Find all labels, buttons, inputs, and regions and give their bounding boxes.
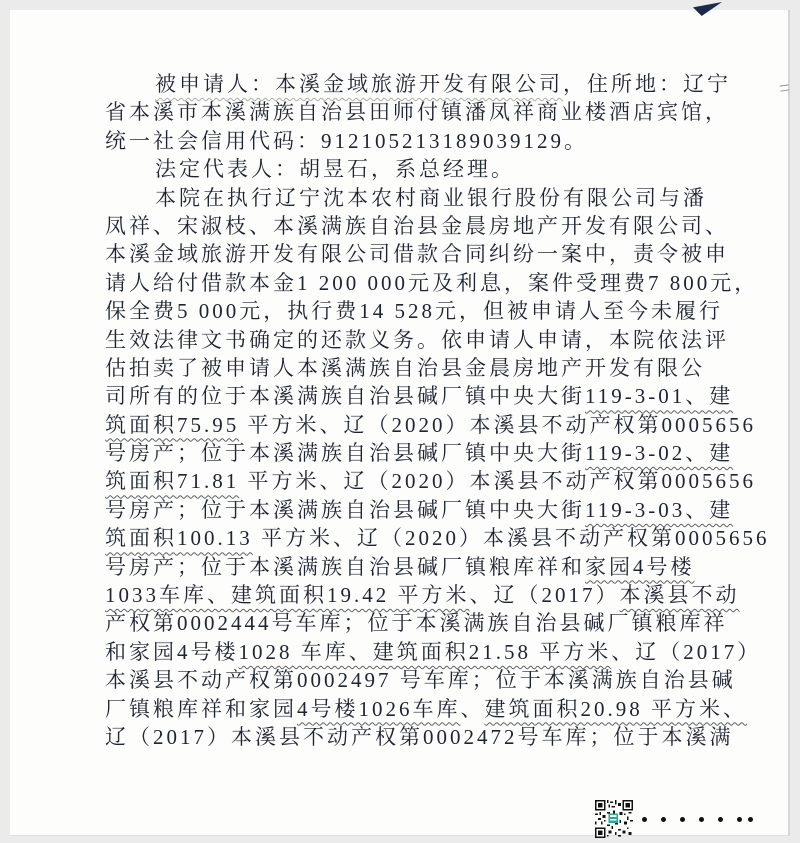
qr-code-icon — [595, 800, 633, 838]
text-line — [105, 695, 747, 723]
text-segment: 平方米、辽（2020）本溪县不动产权第0005656 — [239, 469, 756, 494]
underlined-text: 本溪县不动 — [619, 583, 740, 608]
dot — [748, 817, 753, 822]
underlined-text: 4号楼1026车库 — [297, 696, 461, 721]
text-segment: 、辽（2017） — [611, 639, 762, 664]
dot — [661, 817, 666, 822]
text-segment: 本院在执行辽宁沈本农村商业银行股份有限公司与潘 — [155, 185, 707, 210]
text-segment: 统一社会信用代码：912105213189039129。 — [105, 128, 588, 153]
text-segment: ，住所地：辽宁 — [563, 72, 731, 96]
text-segment: 号房产；位于本溪满族自治县碱厂镇中央大街 — [105, 441, 585, 466]
text-line — [105, 467, 756, 495]
text-segment: 产权第0002444号车库；位于本溪满族自治县碱厂镇粮库祥 — [105, 611, 728, 636]
text-line — [105, 184, 735, 212]
text-line — [105, 382, 735, 410]
text-segment: 保全费5 000元，执行费14 528元，但被申请人至今未履行 — [105, 299, 723, 324]
text-segment: 请人给付借款本金1 200 000元及利息，案件受理费7 800元， — [105, 270, 759, 295]
dot — [642, 817, 647, 822]
qr-code-graphic — [595, 800, 633, 838]
text-segment: 法定代表人：胡昱石，系总经理。 — [155, 157, 515, 182]
document-page — [10, 10, 790, 836]
text-line — [105, 354, 735, 382]
underlined-text: 筑面积71.81 — [105, 469, 240, 494]
underlined-text: 家园4号楼 — [585, 554, 695, 579]
text-segment: 厂镇粮库祥和家园 — [105, 696, 297, 721]
text-line — [105, 723, 735, 751]
text-line — [105, 496, 735, 524]
text-line — [105, 638, 762, 666]
separator-dots — [642, 814, 753, 824]
text-segment: 凤祥、宋淑枝、本溪满族自治县金晨房地产开发有限公司、 — [105, 213, 729, 238]
underlined-text: 筑面积75.95 — [105, 412, 240, 437]
document-body — [105, 70, 770, 751]
text-line — [105, 524, 770, 552]
qr-center-accent — [609, 814, 618, 823]
text-segment: 司所有的位于本溪满族自治县碱厂镇中央大街 — [105, 384, 585, 409]
text-line — [105, 127, 735, 155]
text-segment: 、 — [460, 696, 485, 721]
underlined-text: 119-3-03、建 — [585, 497, 734, 522]
text-segment: 辽（2017）本溪县不动产权第0002472号车库；位于本溪满 — [105, 724, 734, 749]
text-segment: 、辽（2017） — [469, 583, 620, 608]
text-segment: 号房产；位于本溪满族自治县碱厂镇粮库祥和 — [105, 554, 585, 579]
text-line — [105, 439, 735, 467]
text-line — [105, 212, 735, 240]
underlined-text: 建筑面积20.98 平方米、 — [484, 696, 747, 721]
dot — [680, 817, 685, 822]
text-segment: 和家园4号楼 — [105, 639, 239, 664]
underlined-text: 筑面积100.13 — [105, 526, 253, 551]
dot — [699, 817, 704, 822]
text-segment: 号房产；位于本溪满族自治县碱厂镇中央大街 — [105, 497, 585, 522]
text-segment: 本溪县不动产权第0002497 号车库；位于本溪满族自治县碱 — [105, 668, 736, 693]
text-line — [105, 240, 735, 268]
text-line — [105, 581, 740, 609]
text-segment: 平方米、辽（2020）本溪县不动产权第0005656 — [239, 412, 756, 437]
dot — [737, 817, 742, 822]
scan-artifact-mark — [780, 84, 790, 91]
text-segment: 生效法律文书确定的还款义务。依申请人申请，本院依法评 — [105, 327, 729, 352]
text-line — [105, 269, 759, 297]
underlined-text: 119-3-02、建 — [585, 441, 734, 466]
text-line — [105, 411, 756, 439]
text-line — [105, 155, 735, 183]
underlined-text: 1028 车库、建筑面积21.58 平方米 — [238, 639, 612, 664]
text-line — [105, 98, 735, 126]
underlined-text: 被申请人：本溪金域旅游开发有限公司 — [155, 72, 563, 96]
text-line — [105, 609, 735, 637]
text-line — [105, 297, 735, 325]
text-line — [105, 553, 735, 581]
dot — [718, 817, 723, 822]
text-line — [105, 70, 735, 98]
text-segment: 省本溪市本溪满族自治县田师付镇潘凤祥商业楼酒店宾馆， — [105, 100, 729, 125]
text-line — [105, 666, 735, 694]
underlined-text: 119-3-01、建 — [585, 384, 734, 409]
text-segment: 平方米、辽（2020）本溪县不动产权第0005656 — [252, 526, 770, 551]
text-line — [105, 326, 735, 354]
text-segment: 估拍卖了被申请人本溪满族自治县金晨房地产开发有限公 — [105, 355, 705, 380]
text-segment: 本溪金域旅游开发有限公司借款合同纠纷一案中，责令被申 — [105, 242, 729, 267]
underlined-text: 1033车库、建筑面积19.42 平方米 — [105, 583, 470, 608]
